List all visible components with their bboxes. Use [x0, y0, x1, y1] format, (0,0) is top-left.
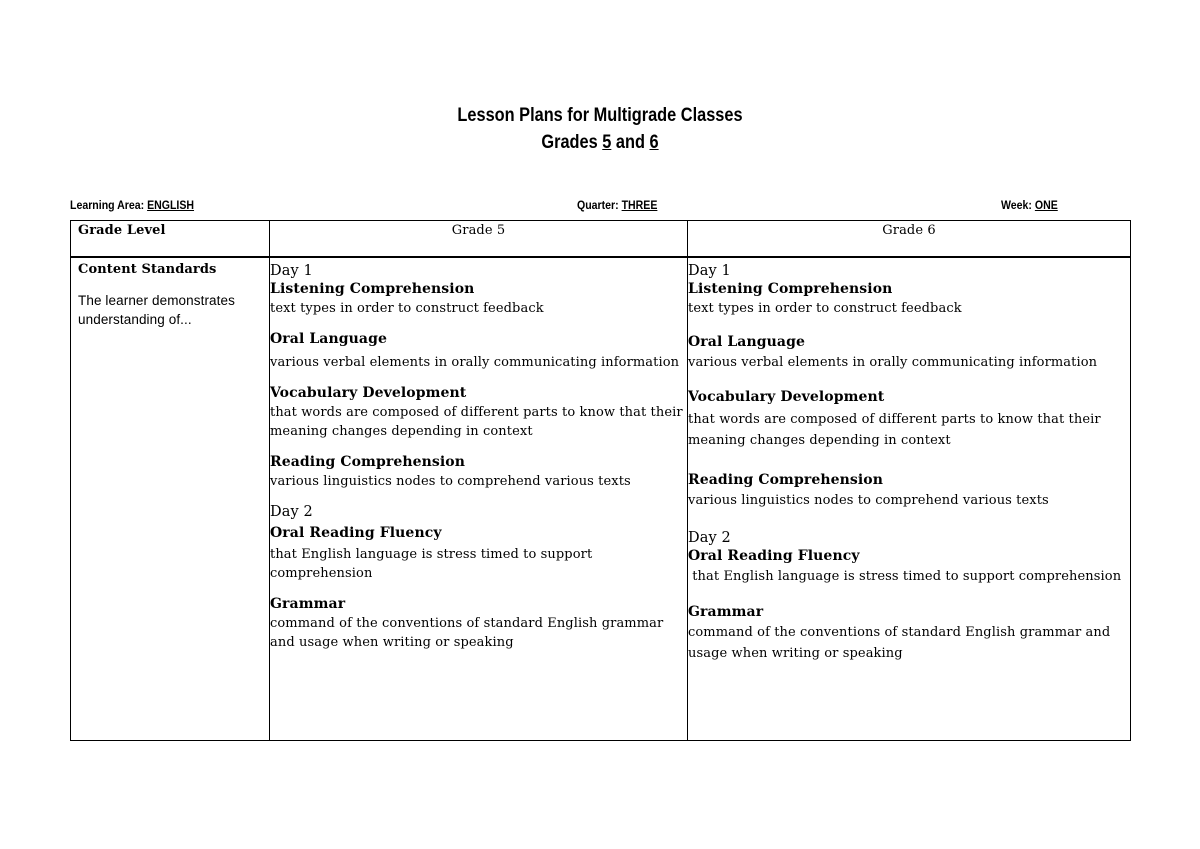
g6-listening-body: text types in order to construct feedback	[688, 301, 962, 316]
g5-vocab-title: Vocabulary Development	[270, 385, 467, 401]
g5-oral-title: Oral Language	[270, 331, 387, 347]
g5-day-2: Day 2	[270, 504, 313, 520]
week-label: Week:	[1001, 198, 1032, 212]
g6-fluency-body: that English language is stress timed to support comprehension	[688, 569, 1122, 584]
content-standards-cell	[71, 257, 270, 740]
header-grade-5: Grade 5	[270, 221, 688, 258]
g6-day-1: Day 1	[688, 263, 731, 279]
g5-fluency-body: that English language is stress timed to support comprehension	[270, 547, 593, 581]
table-row	[71, 257, 1131, 740]
grade-a: 5	[602, 132, 612, 153]
g6-oral-title: Oral Language	[688, 334, 805, 350]
g6-reading-body: various linguistics nodes to comprehend various texts	[688, 493, 1049, 508]
g6-fluency-title: Oral Reading Fluency	[688, 548, 860, 564]
grade-6-cell	[688, 257, 1131, 740]
document-title	[84, 102, 1116, 156]
g6-reading-title: Reading Comprehension	[688, 472, 884, 488]
g5-listening-body: text types in order to construct feedback	[270, 301, 544, 316]
g5-grammar-body: command of the conventions of standard English grammar and usage when writing or speaking	[270, 616, 664, 650]
header-grade-level: Grade Level	[71, 221, 270, 258]
grade-b: 6	[649, 132, 659, 153]
header-grade-6: Grade 6	[688, 221, 1131, 258]
g5-fluency-title: Oral Reading Fluency	[270, 525, 442, 541]
g6-vocab-title: Vocabulary Development	[688, 389, 885, 405]
g6-grammar-title: Grammar	[688, 604, 764, 620]
g6-day-2: Day 2	[688, 530, 731, 546]
g5-vocab-body: that words are composed of different parts to know that their meaning changes depending in context	[270, 405, 683, 439]
week	[1001, 198, 1058, 212]
content-standards-title: Content Standards	[78, 262, 217, 277]
g6-oral-body: various verbal elements in orally communicating information	[688, 355, 1098, 370]
g5-oral-body: various verbal elements in orally communicating information	[270, 355, 680, 370]
grades-and: and	[615, 132, 645, 153]
g5-reading-title: Reading Comprehension	[270, 454, 466, 470]
title-line-2	[84, 129, 1116, 156]
learning-area-label: Learning Area:	[70, 198, 145, 212]
quarter-value: THREE	[621, 198, 658, 212]
g6-listening-title: Listening Comprehension	[688, 281, 893, 297]
g5-day-1: Day 1	[270, 263, 313, 279]
quarter-label: Quarter:	[577, 198, 619, 212]
content-standards-body: The learner demonstrates understanding of...	[78, 293, 235, 327]
quarter	[577, 198, 657, 212]
g5-listening-title: Listening Comprehension	[270, 281, 475, 297]
learning-area-value: ENGLISH	[147, 198, 195, 212]
grades-prefix: Grades	[541, 132, 598, 153]
grade-5-cell	[270, 257, 688, 740]
g6-vocab-body: that words are composed of different parts to know that their meaning changes depending in context	[688, 412, 1101, 448]
learning-area	[70, 198, 194, 212]
title-line-1: Lesson Plans for Multigrade Classes	[457, 105, 743, 126]
lesson-plan-table	[70, 220, 1131, 741]
week-value: ONE	[1034, 198, 1058, 212]
g5-reading-body: various linguistics nodes to comprehend various texts	[270, 474, 631, 489]
g5-grammar-title: Grammar	[270, 596, 346, 612]
g6-grammar-body: command of the conventions of standard English grammar and usage when writing or speaking	[688, 625, 1111, 661]
table-header-row	[71, 221, 1131, 258]
